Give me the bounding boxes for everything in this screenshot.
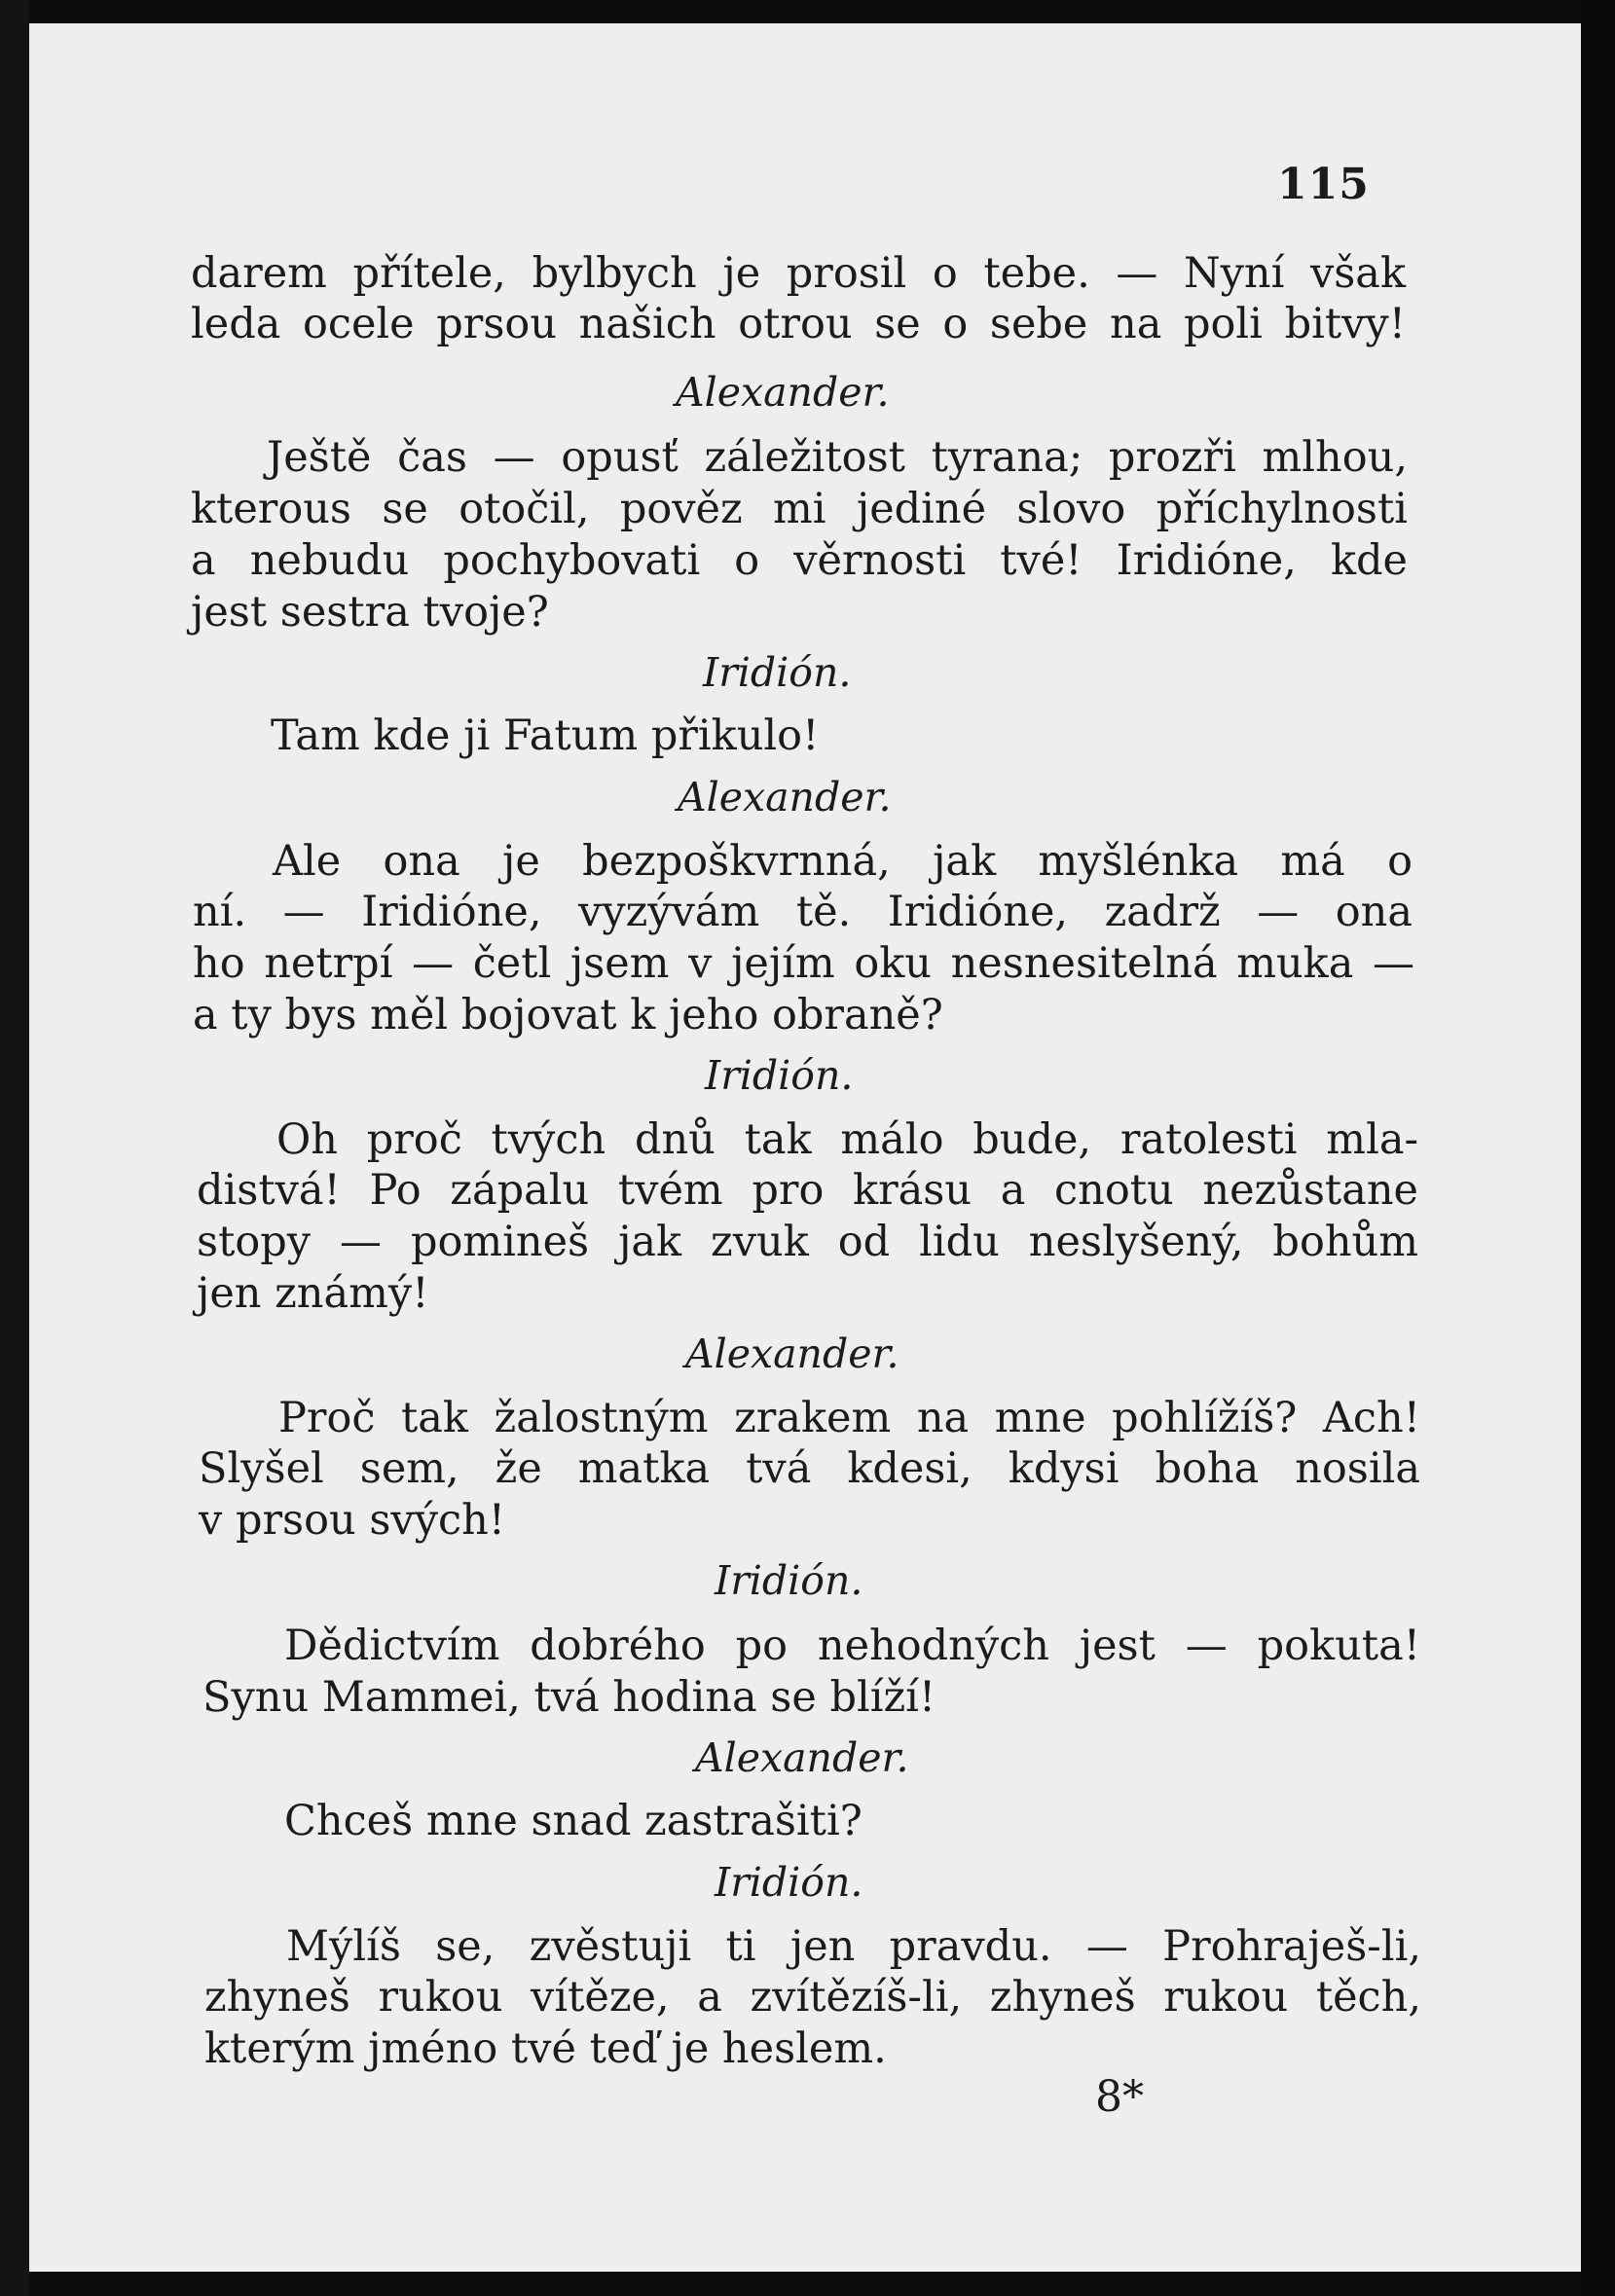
text-line: Ještě čas — opusť záležitost tyrana; prozři mlhou, bbox=[267, 433, 1408, 482]
text-line: a nebudu pochybovati o věrnosti tvé! Iridióne, kde bbox=[191, 536, 1408, 585]
text-line: Dědictvím dobrého po nehodných jest — pokuta! bbox=[284, 1622, 1420, 1670]
text-line: v prsou svých! bbox=[199, 1496, 506, 1545]
signature-mark: 8* bbox=[1095, 2072, 1144, 2122]
text-line: darem přítele, bylbych je prosil o tebe. — Nyní však bbox=[191, 249, 1406, 298]
page-number: 115 bbox=[1277, 160, 1370, 209]
speaker-name: Alexander. bbox=[678, 774, 892, 820]
page-text bbox=[29, 23, 1581, 2272]
text-line: Tam kde ji Fatum přikulo! bbox=[271, 711, 820, 760]
text-line: Synu Mammei, tvá hodina se blíží! bbox=[202, 1673, 936, 1722]
text-line: stopy — pomineš jak zvuk od lidu neslyšený, bohům bbox=[197, 1218, 1418, 1266]
text-line: kterým jméno tvé teď je heslem. bbox=[204, 2024, 887, 2073]
text-line: ho netrpí — četl jsem v jejím oku nesnesitelná muka — bbox=[193, 939, 1414, 988]
speaker-name: Alexander. bbox=[695, 1734, 909, 1781]
scan-edge-right bbox=[1581, 0, 1615, 2296]
text-line: Chceš mne snad zastrašiti? bbox=[284, 1797, 863, 1845]
speaker-name: Iridión. bbox=[715, 1859, 863, 1906]
text-line: zhyneš rukou vítěze, a zvítězíš-li, zhyneš rukou těch, bbox=[204, 1973, 1421, 2022]
text-line: ní. — Iridióne, vyzývám tě. Iridióne, zadrž — ona bbox=[193, 888, 1413, 936]
speaker-name: Iridión. bbox=[715, 1557, 863, 1604]
speaker-name: Iridión. bbox=[705, 1052, 854, 1099]
text-line: leda ocele prsou našich otrou se o sebe na poli bitvy! bbox=[191, 300, 1406, 348]
book-page bbox=[29, 23, 1581, 2272]
text-line: a ty bys měl bojovat k jeho obraně? bbox=[193, 991, 943, 1039]
text-line: Ale ona je bezpoškvrnná, jak myšlénka má o bbox=[273, 837, 1413, 886]
text-line: Slyšel sem, že matka tvá kdesi, kdysi boha nosila bbox=[199, 1444, 1420, 1493]
text-line: kterous se otočil, pověz mi jediné slovo příchylnosti bbox=[191, 485, 1408, 533]
speaker-name: Alexander. bbox=[676, 369, 890, 416]
speaker-name: Iridión. bbox=[703, 649, 852, 696]
scan-edge-left bbox=[0, 0, 29, 2296]
speaker-name: Alexander. bbox=[685, 1330, 899, 1377]
text-line: jen známý! bbox=[197, 1269, 429, 1318]
text-line: Proč tak žalostným zrakem na mne pohlížíš? Ach! bbox=[278, 1394, 1420, 1442]
text-line: Oh proč tvých dnů tak málo bude, ratolesti mla- bbox=[276, 1115, 1418, 1164]
text-line: jest sestra tvoje? bbox=[191, 588, 549, 637]
text-line: distvá! Po zápalu tvém pro krásu a cnotu nezůstane bbox=[197, 1166, 1418, 1215]
text-line: Mýlíš se, zvěstuji ti jen pravdu. — Prohraješ-li, bbox=[286, 1922, 1421, 1971]
